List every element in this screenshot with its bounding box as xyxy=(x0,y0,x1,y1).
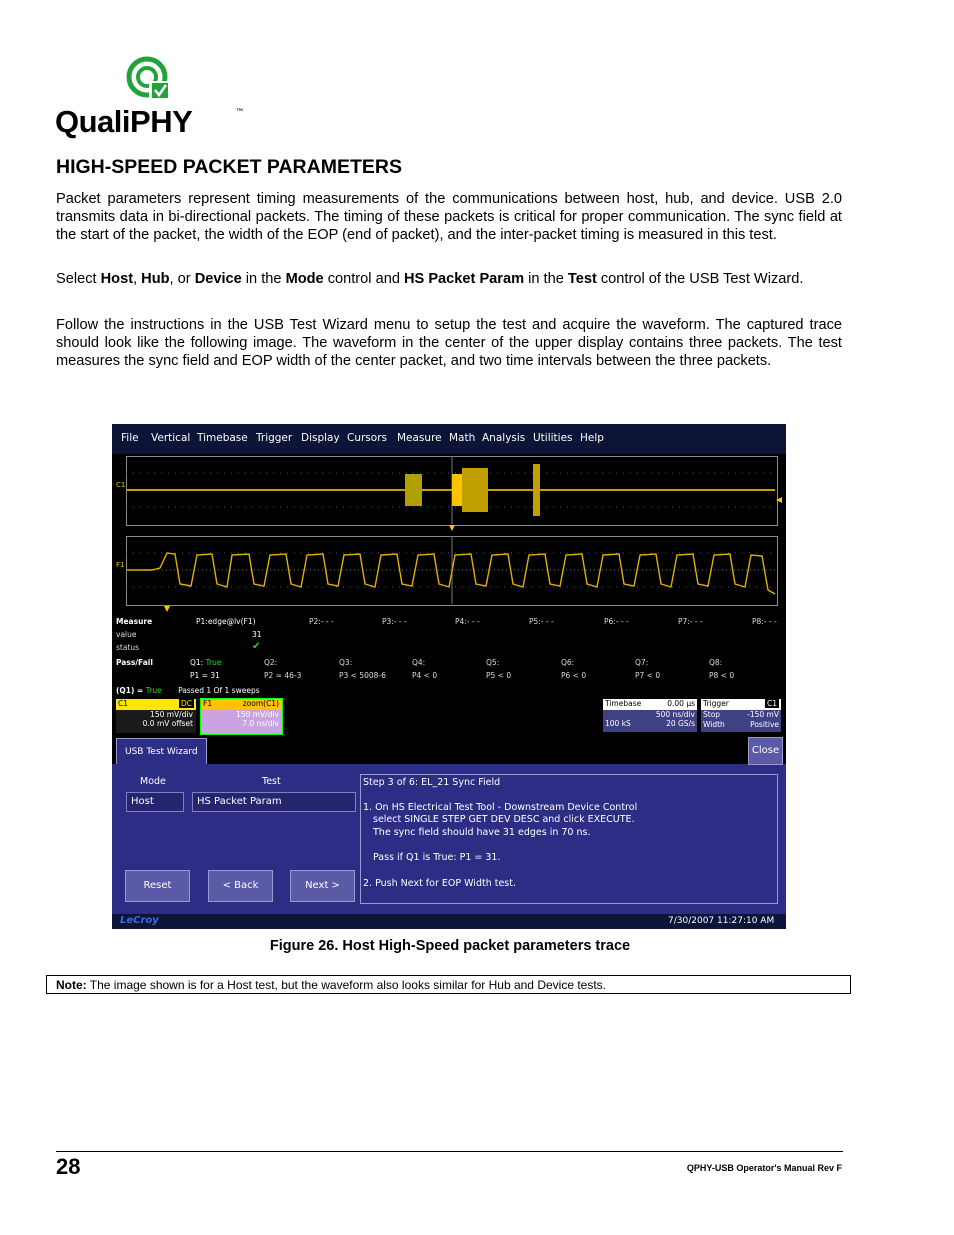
menu-measure[interactable]: Measure xyxy=(397,432,442,444)
measure-value-label: value xyxy=(116,630,137,639)
timebase-descriptor[interactable]: Timebase 0.00 μs 500 ns/div 100 kS 20 GS/s xyxy=(603,699,697,732)
q7-expression: P7 < 0 xyxy=(635,671,661,680)
note-text: The image shown is for a Host test, but the waveform also looks similar for Hub and Device tests. xyxy=(86,978,607,992)
step-line-5: 2. Push Next for EOP Width test. xyxy=(363,878,517,889)
procedure-paragraph: Follow the instructions in the USB Test Wizard menu to setup the test and acquire the waveform. The captured trace should look like the following image. The waveform in the center of the upper display contains three packets. The test measures the sync field and EOP width of the center packet, and two time intervals between the three packets. xyxy=(56,317,842,369)
oscilloscope-screenshot xyxy=(112,424,786,929)
f1-trace-label: F1 xyxy=(116,561,125,569)
intro-paragraph: Packet parameters represent timing measurements of the communications between host, hub, and device. USB 2.0 transmits data in bi-directional packets. The timing of these packets is critical for proper communication. The sync field at the start of the packet, the width of the EOP (end of packet), and the inter-packet timing is measured in this test. xyxy=(56,191,842,243)
scope-datetime: 7/30/2007 11:27:10 AM xyxy=(668,916,775,926)
p1-status-check-icon: ✔ xyxy=(252,641,261,652)
step-line-3: The sync field should have 31 edges in 70 ns. xyxy=(373,827,591,838)
close-button[interactable]: Close xyxy=(748,737,783,765)
scope-status-bar xyxy=(112,914,786,929)
q1-expression: P1 = 31 xyxy=(190,671,220,680)
passfail-title: Pass/Fail xyxy=(116,658,153,667)
q8-label: Q8: xyxy=(709,658,723,667)
f1-descriptor[interactable]: F1 zoom(C1) 150 mV/div 7.0 ns/div xyxy=(200,698,283,735)
manual-title: QPHY-USB Operator's Manual Rev F xyxy=(686,1163,842,1173)
menu-vertical[interactable]: Vertical xyxy=(151,432,191,444)
passfail-summary: (Q1) = True Passed 1 Of 1 sweeps xyxy=(116,686,260,695)
p4-param-name[interactable]: P4:- - - xyxy=(455,617,480,626)
reset-button[interactable]: Reset xyxy=(125,870,190,902)
q4-expression: P4 < 0 xyxy=(412,671,438,680)
note-label: Note: xyxy=(56,978,87,992)
step-line-4: Pass if Q1 is True: P1 = 31. xyxy=(373,852,501,863)
q6-expression: P6 < 0 xyxy=(561,671,587,680)
menu-timebase[interactable]: Timebase xyxy=(197,432,248,444)
q3-expression: P3 < 5008-6 xyxy=(339,671,386,680)
q5-expression: P5 < 0 xyxy=(486,671,512,680)
p5-param-name[interactable]: P5:- - - xyxy=(529,617,554,626)
p1-param-name[interactable]: P1:edge@lv(F1) xyxy=(196,617,256,626)
p2-param-name[interactable]: P2:- - - xyxy=(309,617,334,626)
mode-label: Mode xyxy=(140,776,166,787)
step-line-1: 1. On HS Electrical Test Tool - Downstream Device Control xyxy=(363,802,638,813)
section-heading: HIGH-SPEED PACKET PARAMETERS xyxy=(56,156,402,178)
back-button[interactable]: < Back xyxy=(208,870,273,902)
instruction-paragraph: Select Host, Hub, or Device in the Mode control and HS Packet Param in the Test control of the USB Test Wizard. xyxy=(56,271,804,287)
menu-file[interactable]: File xyxy=(121,432,139,444)
menu-math[interactable]: Math xyxy=(449,432,476,444)
trace-graphics xyxy=(112,424,786,624)
c1-trace-label: C1 xyxy=(116,481,126,489)
logo-wordmark: QualiPHY xyxy=(55,104,193,139)
q4-label: Q4: xyxy=(412,658,426,667)
measure-status-label: status xyxy=(116,643,140,652)
logo-trademark: ™ xyxy=(236,108,243,115)
p6-param-name[interactable]: P6:- - - xyxy=(604,617,629,626)
trigger-descriptor[interactable]: Trigger C1 Stop -150 mV Width Positive xyxy=(701,699,781,732)
menu-trigger[interactable]: Trigger xyxy=(256,432,293,444)
footer-rule xyxy=(56,1151,843,1152)
p3-param-name[interactable]: P3:- - - xyxy=(382,617,407,626)
p1-value: 31 xyxy=(252,630,262,639)
step-line-2: select SINGLE STEP GET DEV DESC and click EXECUTE. xyxy=(373,814,635,825)
q6-label: Q6: xyxy=(561,658,575,667)
q1-label: Q1: True xyxy=(190,658,222,667)
q2-expression: P2 ≈ 46-3 xyxy=(264,671,302,680)
q7-label: Q7: xyxy=(635,658,649,667)
menu-cursors[interactable]: Cursors xyxy=(347,432,387,444)
note-box xyxy=(46,975,851,994)
next-button[interactable]: Next > xyxy=(290,870,355,902)
q3-label: Q3: xyxy=(339,658,353,667)
mode-field[interactable]: Host xyxy=(126,792,184,812)
test-label: Test xyxy=(262,776,281,787)
q5-label: Q5: xyxy=(486,658,500,667)
q2-label: Q2: xyxy=(264,658,278,667)
menu-display[interactable]: Display xyxy=(301,432,340,444)
page-number: 28 xyxy=(56,1154,81,1179)
p8-param-name[interactable]: P8:- - - xyxy=(752,617,777,626)
q8-expression: P8 < 0 xyxy=(709,671,735,680)
step-title: Step 3 of 6: EL_21 Sync Field xyxy=(363,777,501,788)
menu-analysis[interactable]: Analysis xyxy=(482,432,526,444)
tab-usb-test-wizard[interactable]: USB Test Wizard xyxy=(116,738,207,765)
lecroy-brand: LeCroy xyxy=(120,915,159,926)
measure-title: Measure xyxy=(116,617,153,626)
step-instructions-box xyxy=(360,774,778,904)
menu-help[interactable]: Help xyxy=(580,432,604,444)
p7-param-name[interactable]: P7:- - - xyxy=(678,617,703,626)
c1-descriptor[interactable]: C1 DC 150 mV/div 0.0 mV offset xyxy=(116,699,196,733)
test-field[interactable]: HS Packet Param xyxy=(192,792,356,812)
menu-utilities[interactable]: Utilities xyxy=(533,432,573,444)
figure-caption: Figure 26. Host High-Speed packet parameters trace xyxy=(269,938,631,954)
